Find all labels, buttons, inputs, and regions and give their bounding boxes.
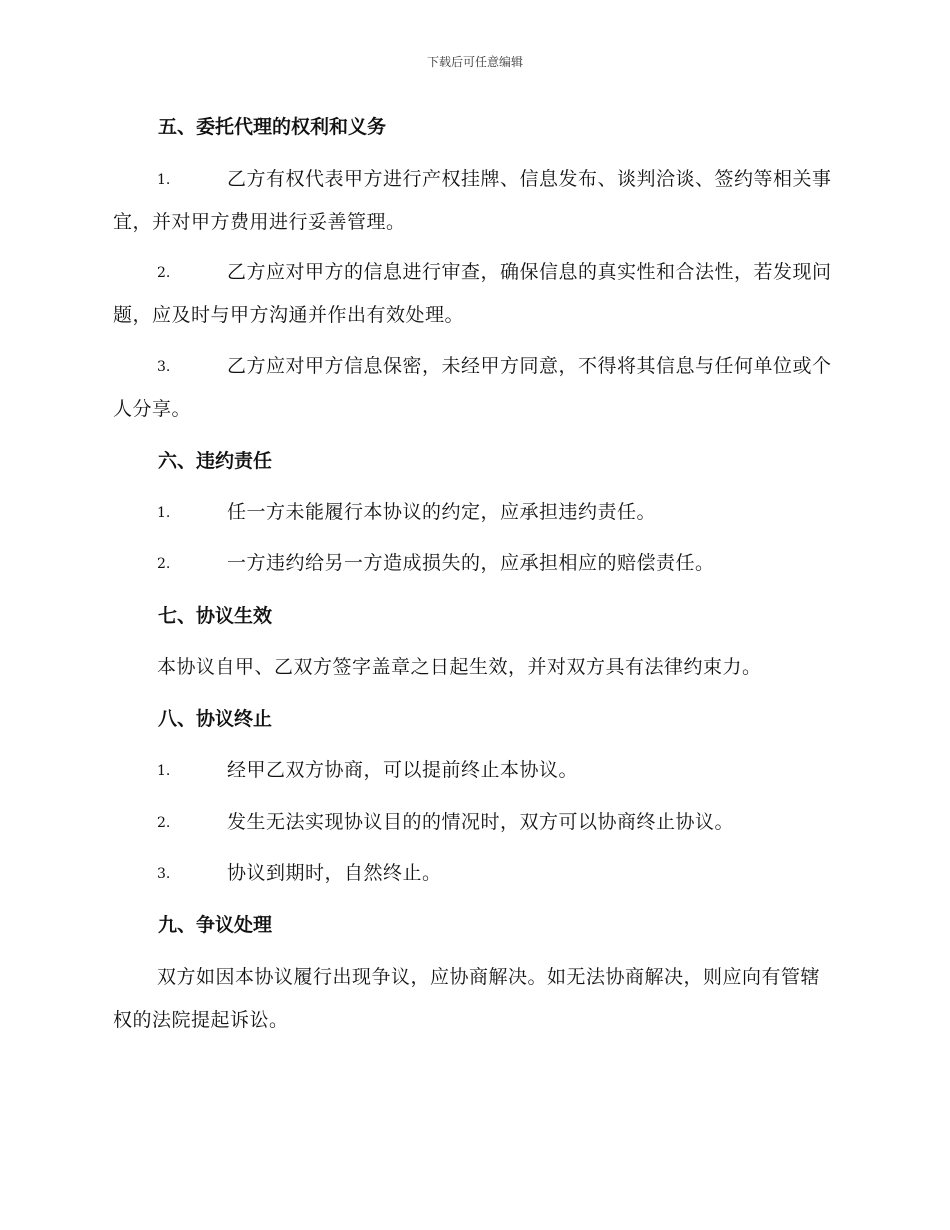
list-item-text: 一方违约给另一方造成损失的，应承担相应的赔偿责任。 [227,552,715,574]
page-header-note: 下载后可任意编辑 [426,55,523,69]
section-heading-rights-obligations: 五、委托代理的权利和义务 [158,116,387,138]
list-item-text: 乙方有权代表甲方进行产权挂牌、信息发布、谈判洽谈、签约等相关事宜，并对甲方费用进行妥善管理。 [113,168,832,233]
list-item-text: 经甲乙双方协商，可以提前终止本协议。 [227,759,579,781]
list-item-number: 1. [157,505,171,521]
list-item-number: 3. [157,359,171,375]
list-item-number: 2. [157,815,171,831]
list-item-number: 2. [157,265,171,281]
section-heading-dispute: 九、争议处理 [158,914,273,936]
list-item-number: 1. [157,763,171,779]
section-heading-termination: 八、协议终止 [158,708,273,730]
list-item-number: 3. [157,866,171,882]
list-item-text: 乙方应对甲方信息保密，未经甲方同意，不得将其信息与任何单位或个人分享。 [113,355,832,420]
section-heading-effectiveness: 七、协议生效 [158,605,273,627]
section-heading-breach-liability: 六、违约责任 [158,450,273,472]
list-item-text: 乙方应对甲方的信息进行审查，确保信息的真实性和合法性，若发现问题，应及时与甲方沟通并作出有效处理。 [113,261,832,326]
paragraph-effectiveness: 本协议自甲、乙双方签字盖章之日起生效，并对双方具有法律约束力。 [157,656,762,678]
list-item-text: 协议到期时，自然终止。 [227,862,442,884]
list-item-number: 1. [157,172,171,188]
list-item-text: 任一方未能履行本协议的约定，应承担违约责任。 [227,501,657,523]
list-item-text: 发生无法实现协议目的的情况时，双方可以协商终止协议。 [227,811,735,833]
paragraph-dispute: 双方如因本协议履行出现争议，应协商解决。如无法协商解决，则应向有管辖权的法院提起诉讼。 [113,966,821,1031]
list-item-number: 2. [157,556,171,572]
